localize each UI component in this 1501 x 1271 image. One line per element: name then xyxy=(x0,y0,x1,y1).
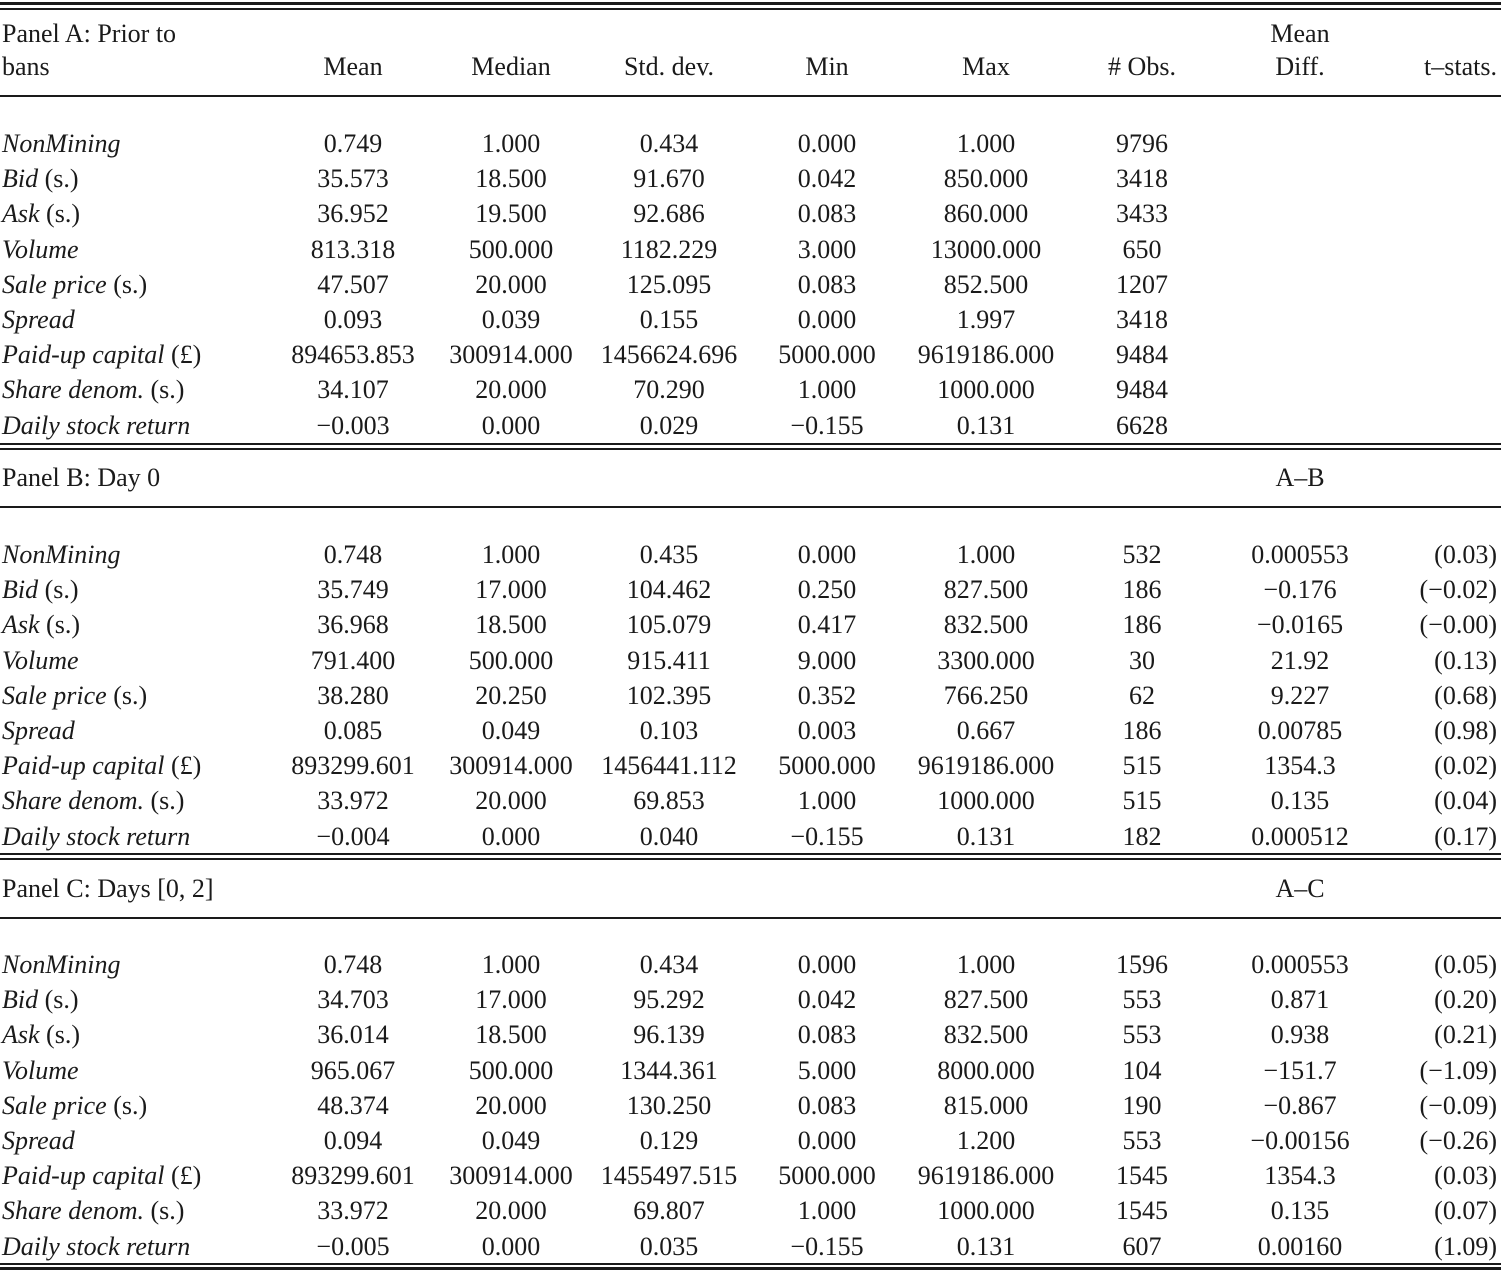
variable-name: Share denom. xyxy=(2,786,145,816)
row-label xyxy=(2,269,148,299)
variable-unit: (£) xyxy=(164,1161,202,1191)
cell-min: 0.000 xyxy=(797,950,857,979)
cell-max: 3300.000 xyxy=(937,645,1035,675)
cell-obs: 1207 xyxy=(1116,269,1168,299)
variable-unit: (s.) xyxy=(39,610,80,640)
cell-max: 852.500 xyxy=(943,269,1029,299)
cell-median: 20.000 xyxy=(475,1090,547,1120)
panel-title-rule xyxy=(0,917,1501,919)
panel-diff-label: A–B xyxy=(1275,463,1325,492)
cell-median: 300914.000 xyxy=(449,1161,573,1191)
cell-min: 9.000 xyxy=(797,645,857,675)
col-header-median: Median xyxy=(471,52,551,81)
cell-std: 69.807 xyxy=(633,1196,705,1226)
cell-diff: 0.871 xyxy=(1270,985,1330,1015)
cell-mean: −0.003 xyxy=(316,410,390,440)
row-label xyxy=(2,1090,148,1120)
cell-max: 8000.000 xyxy=(937,1055,1035,1085)
row-label xyxy=(2,718,75,744)
cell-diff: 1354.3 xyxy=(1264,751,1336,781)
cell-min: 0.083 xyxy=(797,269,857,299)
cell-std: 70.290 xyxy=(633,375,705,405)
cell-median: 17.000 xyxy=(475,575,547,605)
cell-obs: 3433 xyxy=(1116,199,1168,229)
cell-mean: 0.093 xyxy=(323,305,383,334)
cell-median: 18.500 xyxy=(475,610,547,640)
cell-obs: 9484 xyxy=(1116,375,1168,405)
variable-name: NonMining xyxy=(2,129,121,158)
cell-max: 860.000 xyxy=(943,199,1029,229)
variable-name: Paid-up capital xyxy=(2,751,165,781)
cell-max: 1.000 xyxy=(956,950,1016,979)
cell-mean: 813.318 xyxy=(310,234,396,264)
cell-mean: 35.749 xyxy=(317,575,389,605)
cell-median: 0.049 xyxy=(481,1126,541,1155)
variable-name: Sale price xyxy=(2,680,107,710)
cell-mean: 0.748 xyxy=(323,540,383,569)
variable-name: Volume xyxy=(2,1055,79,1085)
cell-median: 20.250 xyxy=(475,680,547,710)
variable-name: Bid xyxy=(2,575,39,605)
cell-min: 0.000 xyxy=(797,540,857,569)
cell-std: 92.686 xyxy=(633,199,705,229)
row-label xyxy=(2,542,120,568)
cell-median: 19.500 xyxy=(475,199,547,229)
cell-mean: 36.014 xyxy=(317,1020,389,1050)
cell-mean: 965.067 xyxy=(310,1055,396,1085)
cell-t: (−0.00) xyxy=(1419,610,1497,640)
cell-std: 95.292 xyxy=(633,985,705,1015)
cell-diff: 0.00785 xyxy=(1257,716,1343,745)
row-label xyxy=(2,234,79,264)
col-header-mean-diff-line2: Diff. xyxy=(1275,52,1325,81)
cell-mean: 34.107 xyxy=(317,375,389,405)
cell-median: 300914.000 xyxy=(449,340,573,370)
variable-unit: (s.) xyxy=(39,1020,80,1050)
cell-min: 0.083 xyxy=(797,199,857,229)
cell-min: 0.000 xyxy=(797,129,857,158)
cell-min: 0.352 xyxy=(797,680,857,710)
cell-diff: −0.00156 xyxy=(1250,1126,1350,1155)
variable-unit: (s.) xyxy=(38,164,79,194)
cell-median: 1.000 xyxy=(481,129,541,158)
cell-std: 0.103 xyxy=(639,716,699,745)
cell-obs: 553 xyxy=(1122,1126,1162,1155)
cell-std: 0.435 xyxy=(639,540,699,569)
cell-t: (0.68) xyxy=(1434,680,1497,710)
variable-unit: (s.) xyxy=(144,786,185,816)
cell-median: 500.000 xyxy=(468,234,554,264)
cell-max: 1.000 xyxy=(956,129,1016,158)
row-label xyxy=(2,1163,201,1189)
variable-name: Spread xyxy=(2,716,75,745)
variable-name: Sale price xyxy=(2,269,107,299)
variable-name: Daily stock return xyxy=(2,1231,191,1261)
cell-obs: 553 xyxy=(1122,985,1162,1015)
col-header-std: Std. dev. xyxy=(623,52,715,81)
cell-diff: −151.7 xyxy=(1263,1055,1337,1085)
cell-max: 1.000 xyxy=(956,540,1016,569)
cell-obs: 186 xyxy=(1122,716,1162,745)
col-header-max: Max xyxy=(962,52,1010,81)
cell-median: 20.000 xyxy=(475,269,547,299)
col-header-mean-diff-line1: Mean xyxy=(1270,19,1330,48)
row-label xyxy=(2,410,191,440)
cell-obs: 607 xyxy=(1122,1231,1162,1261)
row-label xyxy=(2,612,80,638)
cell-t: (0.03) xyxy=(1434,540,1497,569)
cell-diff: 0.000512 xyxy=(1251,821,1349,851)
row-label xyxy=(2,788,184,814)
cell-obs: 6628 xyxy=(1116,410,1168,440)
cell-diff: 0.135 xyxy=(1270,786,1330,816)
cell-diff: −0.867 xyxy=(1263,1090,1337,1120)
cell-min: −0.155 xyxy=(790,821,864,851)
cell-mean: −0.005 xyxy=(316,1231,390,1261)
cell-std: 125.095 xyxy=(626,269,712,299)
cell-diff: 21.92 xyxy=(1270,645,1330,675)
cell-median: 1.000 xyxy=(481,950,541,979)
cell-max: 827.500 xyxy=(943,575,1029,605)
cell-t: (0.20) xyxy=(1434,985,1497,1015)
variable-unit: (£) xyxy=(164,751,202,781)
cell-t: (0.13) xyxy=(1434,645,1497,675)
cell-mean: 893299.601 xyxy=(291,751,415,781)
cell-median: 500.000 xyxy=(468,645,554,675)
variable-unit: (s.) xyxy=(106,1090,148,1120)
panel-title-rule xyxy=(0,506,1501,508)
cell-obs: 186 xyxy=(1122,575,1162,605)
cell-diff: 9.227 xyxy=(1270,680,1330,710)
cell-median: 300914.000 xyxy=(449,751,573,781)
row-label xyxy=(2,377,184,403)
cell-max: 766.250 xyxy=(943,680,1029,710)
cell-t: (0.03) xyxy=(1434,1161,1497,1191)
variable-name: NonMining xyxy=(2,540,121,569)
cell-mean: 0.085 xyxy=(323,716,383,745)
cell-obs: 1545 xyxy=(1116,1196,1168,1226)
cell-std: 69.853 xyxy=(633,786,705,816)
cell-max: 9619186.000 xyxy=(917,1161,1055,1191)
top-rule-thick xyxy=(0,2,1501,5)
cell-t: (0.98) xyxy=(1434,716,1497,745)
row-label xyxy=(2,166,79,192)
panel-diff-label: A–C xyxy=(1275,874,1325,903)
cell-mean: 47.507 xyxy=(317,269,389,299)
cell-obs: 190 xyxy=(1122,1090,1162,1120)
variable-unit: (s.) xyxy=(144,375,185,405)
cell-t: (0.17) xyxy=(1434,821,1497,851)
row-label xyxy=(2,131,120,157)
variable-unit: (s.) xyxy=(38,985,79,1015)
cell-obs: 186 xyxy=(1122,610,1162,640)
cell-t: (0.07) xyxy=(1434,1196,1497,1226)
header-rule xyxy=(0,95,1501,97)
top-rule-thin xyxy=(0,8,1501,10)
cell-obs: 182 xyxy=(1122,821,1162,851)
cell-median: 20.000 xyxy=(475,375,547,405)
cell-median: 500.000 xyxy=(468,1055,554,1085)
variable-name: Paid-up capital xyxy=(2,1161,165,1191)
row-label xyxy=(2,680,148,710)
cell-mean: 894653.853 xyxy=(291,340,415,370)
cell-mean: 36.952 xyxy=(317,199,389,229)
panel-a-title-line1: Panel A: Prior to xyxy=(2,19,177,48)
variable-unit: (s.) xyxy=(144,1196,185,1226)
cell-obs: 1545 xyxy=(1116,1161,1168,1191)
cell-std: 1344.361 xyxy=(620,1055,718,1085)
cell-median: 20.000 xyxy=(475,1196,547,1226)
cell-t: (−1.09) xyxy=(1419,1055,1497,1085)
cell-diff: 0.135 xyxy=(1270,1196,1330,1226)
row-label xyxy=(2,1198,184,1224)
variable-name: Ask xyxy=(2,199,40,229)
cell-obs: 3418 xyxy=(1116,305,1168,334)
cell-mean: 38.280 xyxy=(317,680,389,710)
cell-diff: 1354.3 xyxy=(1264,1161,1336,1191)
cell-min: 1.000 xyxy=(797,1196,857,1226)
row-label xyxy=(2,577,79,603)
cell-std: 96.139 xyxy=(633,1020,705,1050)
cell-obs: 62 xyxy=(1129,680,1155,710)
row-label xyxy=(2,987,79,1013)
cell-obs: 104 xyxy=(1122,1055,1162,1085)
panel-title: Panel C: Days [0, 2] xyxy=(2,874,214,903)
cell-t: (−0.02) xyxy=(1419,575,1497,605)
cell-min: 0.083 xyxy=(797,1090,857,1120)
cell-obs: 650 xyxy=(1122,234,1162,264)
panel-a-title-line2: bans xyxy=(2,52,50,81)
row-label xyxy=(2,1055,79,1085)
cell-min: 0.417 xyxy=(797,610,857,640)
variable-unit: (£) xyxy=(164,340,202,370)
cell-min: 1.000 xyxy=(797,786,857,816)
variable-name: Volume xyxy=(2,645,79,675)
cell-min: 5000.000 xyxy=(778,1161,876,1191)
cell-std: 0.129 xyxy=(639,1126,699,1155)
cell-min: 0.250 xyxy=(797,575,857,605)
row-label xyxy=(2,821,191,851)
cell-t: (1.09) xyxy=(1434,1231,1497,1261)
cell-median: 0.000 xyxy=(481,1231,541,1261)
cell-mean: 48.374 xyxy=(317,1090,389,1120)
cell-std: 0.434 xyxy=(639,950,699,979)
row-label xyxy=(2,952,120,978)
cell-std: 0.035 xyxy=(639,1231,699,1261)
variable-unit: (s.) xyxy=(39,199,80,229)
cell-max: 1000.000 xyxy=(937,375,1035,405)
cell-min: −0.155 xyxy=(790,1231,864,1261)
cell-obs: 1596 xyxy=(1116,950,1168,979)
cell-min: −0.155 xyxy=(790,410,864,440)
cell-min: 5.000 xyxy=(797,1055,857,1085)
cell-min: 0.083 xyxy=(797,1020,857,1050)
cell-obs: 553 xyxy=(1122,1020,1162,1050)
variable-name: Volume xyxy=(2,234,79,264)
cell-std: 1182.229 xyxy=(620,234,718,264)
cell-obs: 515 xyxy=(1122,786,1162,816)
cell-std: 91.670 xyxy=(633,164,705,194)
cell-std: 0.155 xyxy=(639,305,699,334)
cell-mean: 36.968 xyxy=(317,610,389,640)
cell-median: 0.039 xyxy=(481,305,541,334)
cell-mean: 33.972 xyxy=(317,786,389,816)
variable-name: Bid xyxy=(2,985,39,1015)
cell-mean: −0.004 xyxy=(316,821,390,851)
cell-obs: 9484 xyxy=(1116,340,1168,370)
cell-median: 20.000 xyxy=(475,786,547,816)
variable-unit: (s.) xyxy=(106,269,148,299)
cell-mean: 33.972 xyxy=(317,1196,389,1226)
cell-median: 0.000 xyxy=(481,410,541,440)
cell-min: 0.042 xyxy=(797,985,857,1015)
cell-max: 13000.000 xyxy=(930,234,1042,264)
row-label xyxy=(2,753,201,779)
cell-mean: 893299.601 xyxy=(291,1161,415,1191)
cell-max: 0.131 xyxy=(956,1231,1016,1261)
cell-obs: 532 xyxy=(1122,540,1162,569)
cell-std: 104.462 xyxy=(626,575,712,605)
cell-obs: 30 xyxy=(1129,645,1155,675)
cell-obs: 3418 xyxy=(1116,164,1168,194)
cell-min: 0.003 xyxy=(797,716,857,745)
cell-max: 832.500 xyxy=(943,610,1029,640)
row-label xyxy=(2,1231,191,1261)
variable-name: Spread xyxy=(2,305,75,334)
cell-max: 1.200 xyxy=(956,1126,1016,1155)
variable-name: Spread xyxy=(2,1126,75,1155)
variable-unit: (s.) xyxy=(38,575,79,605)
col-header-tstats: t–stats. xyxy=(1424,52,1497,81)
cell-diff: 0.938 xyxy=(1270,1020,1330,1050)
cell-mean: 34.703 xyxy=(317,985,389,1015)
panel-separator-rule-thin xyxy=(0,443,1501,445)
cell-t: (−0.09) xyxy=(1419,1090,1497,1120)
row-label xyxy=(2,342,201,368)
cell-std: 915.411 xyxy=(627,645,711,675)
col-header-obs: # Obs. xyxy=(1108,52,1176,81)
cell-max: 1000.000 xyxy=(937,786,1035,816)
row-label xyxy=(2,307,75,333)
cell-min: 0.000 xyxy=(797,1126,857,1155)
cell-obs: 9796 xyxy=(1116,129,1168,158)
variable-name: NonMining xyxy=(2,950,121,979)
cell-min: 1.000 xyxy=(797,375,857,405)
variable-name: Daily stock return xyxy=(2,821,191,851)
cell-diff: −0.0165 xyxy=(1256,610,1344,640)
cell-diff: 0.000553 xyxy=(1251,950,1349,979)
cell-max: 9619186.000 xyxy=(917,751,1055,781)
row-label xyxy=(2,645,79,675)
variable-name: Bid xyxy=(2,164,39,194)
cell-t: (0.05) xyxy=(1434,950,1497,979)
variable-unit: (s.) xyxy=(106,680,148,710)
cell-min: 5000.000 xyxy=(778,340,876,370)
cell-diff: −0.176 xyxy=(1263,575,1337,605)
variable-name: Share denom. xyxy=(2,375,145,405)
cell-std: 0.029 xyxy=(639,410,699,440)
cell-std: 105.079 xyxy=(626,610,712,640)
variable-name: Ask xyxy=(2,1020,40,1050)
cell-median: 0.049 xyxy=(481,716,541,745)
row-label xyxy=(2,201,80,227)
cell-max: 0.667 xyxy=(956,716,1016,745)
panel-separator-rule-thick xyxy=(0,448,1501,450)
cell-max: 827.500 xyxy=(943,985,1029,1015)
cell-median: 1.000 xyxy=(481,540,541,569)
cell-t: (0.04) xyxy=(1434,786,1497,816)
cell-t: (0.02) xyxy=(1434,751,1497,781)
variable-name: Sale price xyxy=(2,1090,107,1120)
panel-separator-rule-thin xyxy=(0,853,1501,855)
cell-diff: 0.000553 xyxy=(1251,540,1349,569)
cell-mean: 0.094 xyxy=(323,1126,383,1155)
cell-std: 1456624.696 xyxy=(600,340,738,370)
variable-name: Paid-up capital xyxy=(2,340,165,370)
cell-mean: 0.749 xyxy=(323,129,383,158)
cell-max: 1.997 xyxy=(956,305,1016,334)
cell-t: (−0.26) xyxy=(1419,1126,1497,1155)
cell-max: 1000.000 xyxy=(937,1196,1035,1226)
cell-min: 0.042 xyxy=(797,164,857,194)
cell-t: (0.21) xyxy=(1434,1020,1497,1050)
bottom-rule-thin xyxy=(0,1263,1501,1265)
panel-title: Panel B: Day 0 xyxy=(2,463,161,492)
cell-std: 1456441.112 xyxy=(601,751,737,781)
cell-min: 0.000 xyxy=(797,305,857,334)
cell-mean: 791.400 xyxy=(310,645,396,675)
variable-name: Daily stock return xyxy=(2,410,191,440)
cell-min: 5000.000 xyxy=(778,751,876,781)
cell-mean: 35.573 xyxy=(317,164,389,194)
cell-std: 102.395 xyxy=(626,680,712,710)
row-label xyxy=(2,1128,75,1154)
cell-median: 18.500 xyxy=(475,1020,547,1050)
cell-diff: 0.00160 xyxy=(1257,1231,1343,1261)
cell-median: 0.000 xyxy=(481,821,541,851)
cell-mean: 0.748 xyxy=(323,950,383,979)
cell-std: 0.434 xyxy=(639,129,699,158)
cell-max: 0.131 xyxy=(956,821,1016,851)
variable-name: Ask xyxy=(2,610,40,640)
bottom-rule-thick xyxy=(0,1267,1501,1270)
cell-max: 0.131 xyxy=(956,410,1016,440)
cell-median: 18.500 xyxy=(475,164,547,194)
cell-obs: 515 xyxy=(1122,751,1162,781)
cell-max: 815.000 xyxy=(943,1090,1029,1120)
cell-min: 3.000 xyxy=(797,234,857,264)
cell-std: 1455497.515 xyxy=(600,1161,738,1191)
variable-name: Share denom. xyxy=(2,1196,145,1226)
col-header-mean: Mean xyxy=(323,52,383,81)
cell-median: 17.000 xyxy=(475,985,547,1015)
cell-max: 9619186.000 xyxy=(917,340,1055,370)
cell-std: 130.250 xyxy=(626,1090,712,1120)
cell-max: 850.000 xyxy=(943,164,1029,194)
panel-separator-rule-thick xyxy=(0,858,1501,860)
cell-std: 0.040 xyxy=(639,821,699,851)
col-header-min: Min xyxy=(805,52,849,81)
cell-max: 832.500 xyxy=(943,1020,1029,1050)
row-label xyxy=(2,1022,80,1048)
